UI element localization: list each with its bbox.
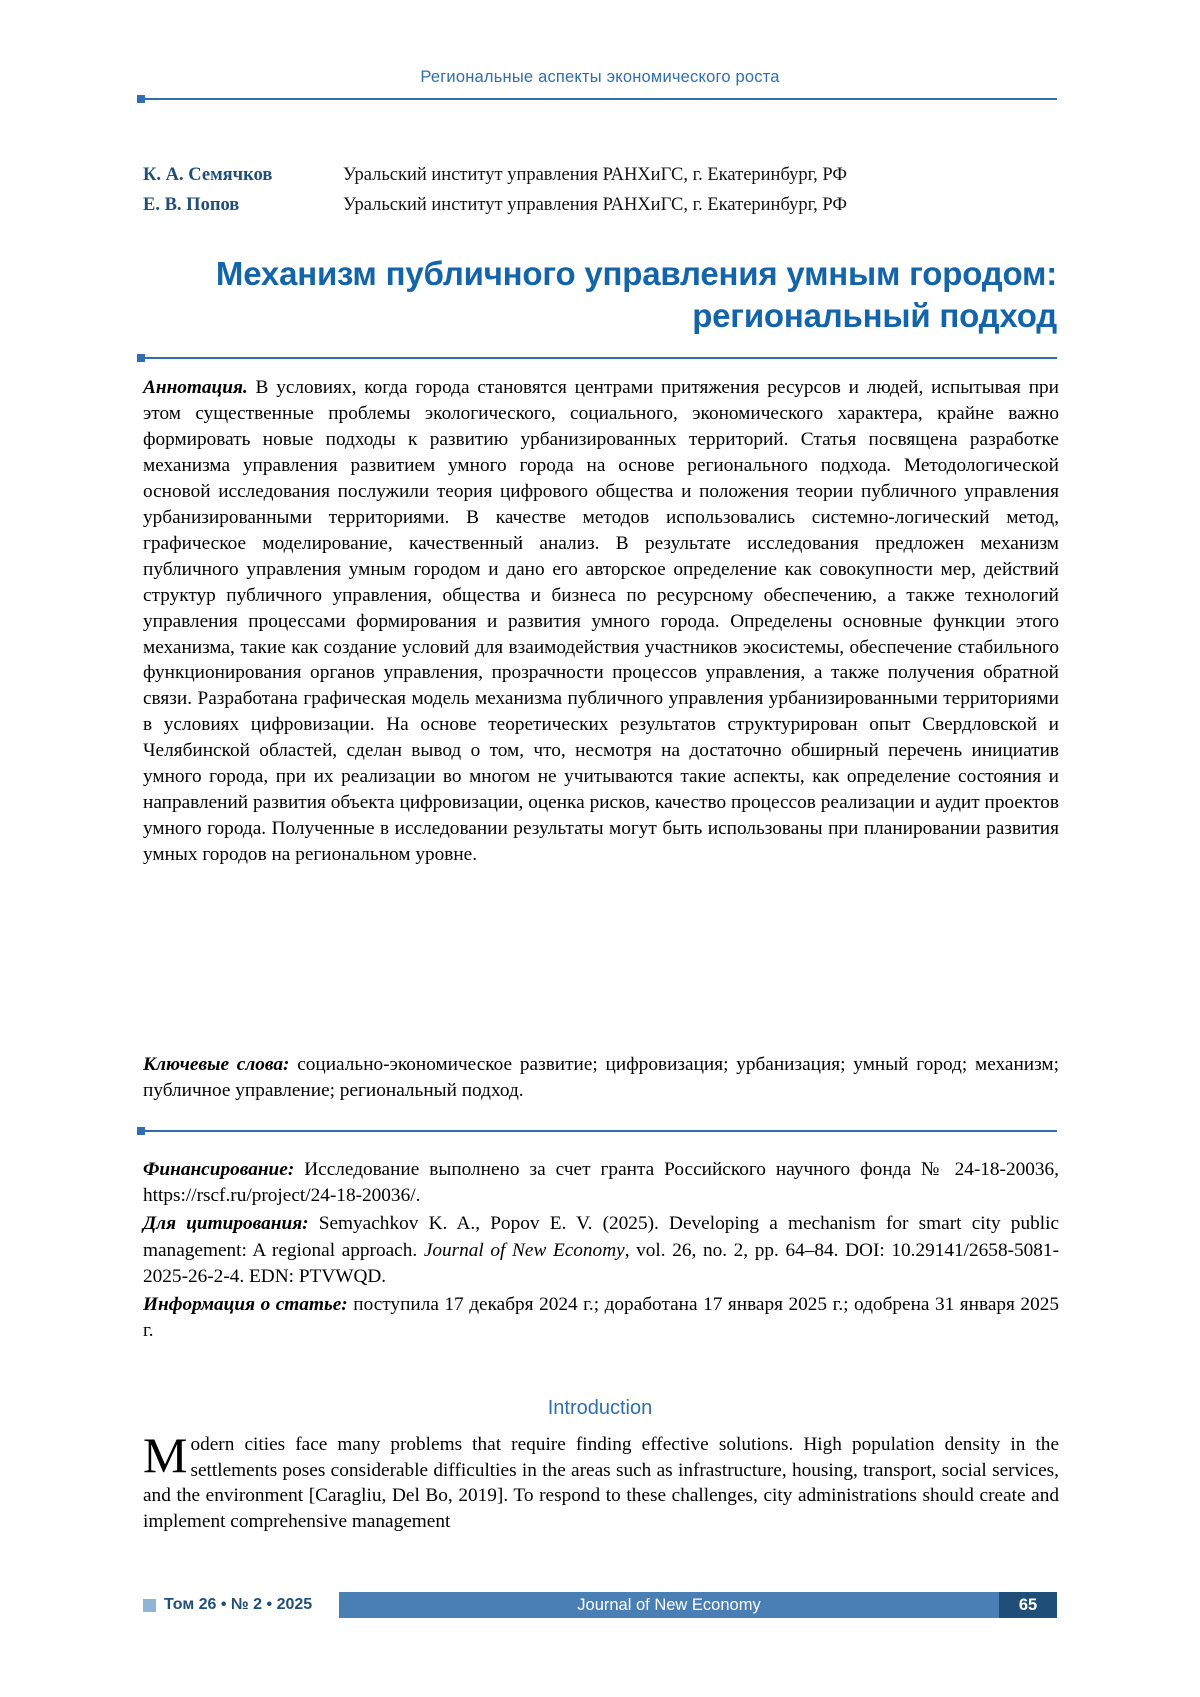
- keywords: [143, 1052, 1059, 1104]
- citation-label: Для цитирования:: [143, 1213, 309, 1235]
- meta-rule: [143, 1130, 1057, 1132]
- abstract-text: В условиях, когда города становятся центрами притяжения ресурсов и людей, испытывая при этом существенные проблемы экологического, социального, экономического характера, крайне важно формировать новые подходы к развитию урбанизированных территорий. Статья посвящена разработке механизма управления развитием умного города на основе регионального подхода. Методологической основой исследования послужили теория цифрового общества и положения теории публичного управления урбанизированными территориями. В качестве методов использовались системно-логический метод, графическое моделирование, качественный анализ. В результате исследования предложен механизм публичного управления умным городом и дано его авторское определение как совокупности мер, действий структур публичного управления, общества и бизнеса по ресурсному обеспечению, а также технологий управления процессами формирования и развития умного города. Определены основные функции этого механизма, такие как создание условий для взаимодействия участников экосистемы, обеспечение стабильного функционирования органов управления, прозрачности процессов управления, а также получения обратной связи. Разработана графическая модель механизма публичного управления урбанизированными территориями в условиях цифровизации. На основе теоретических результатов структурирован опыт Свердловской и Челябинской областей, сделан вывод о том, что, несмотря на достаточно обширный перечень инициатив умного города, при их реализации во многом не учитываются такие аспекты, как определение состояния и направлений развития объекта цифровизации, оценка рисков, качество процессов реализации и аудит проектов умного города. Полученные в исследовании результаты могут быть использованы при планировании развития умных городов на региональном уровне.: [143, 377, 1059, 866]
- citation-line: [143, 1211, 1059, 1290]
- page-footer: [143, 1592, 1057, 1618]
- citation-text-1: Semyachkov K. A., Popov E. V. (2025). Developing a mechanism for smart city public management: A regional approach.: [143, 1213, 1059, 1261]
- header-rule: [143, 98, 1057, 100]
- square-icon: [143, 1599, 156, 1612]
- citation-text-2: , vol. 26, no. 2, pp. 64–84. DOI: 10.29141/2658-5081-2025-26-2-4. EDN: PTVWQD.: [143, 1239, 1059, 1287]
- author-row: [143, 165, 1057, 186]
- section-heading-introduction: Introduction: [547, 1397, 653, 1419]
- citation-journal: Journal of New Economy: [423, 1239, 625, 1261]
- article-info-label: Информация о статье:: [143, 1294, 348, 1316]
- footer-volume: [143, 1592, 312, 1618]
- title-rule: [143, 357, 1057, 359]
- funding-line: [143, 1157, 1059, 1209]
- abstract-label: Аннотация.: [143, 377, 248, 398]
- author-name: К. А. Семячков: [143, 165, 273, 185]
- keywords-text: социально-экономическое развитие; цифровизация; урбанизация; умный город; механизм; публичное управление; региональный подход.: [143, 1054, 1059, 1101]
- meta-block: [143, 1157, 1059, 1347]
- article-info-text: поступила 17 декабря 2024 г.; доработана 17 января 2025 г.; одобрена 31 января 2025 г.: [143, 1294, 1059, 1342]
- funding-text: Исследование выполнено за счет гранта Российского научного фонда № 24-18-20036, https://rscf.ru/project/24-18-20036/.: [143, 1159, 1059, 1207]
- author-row: [143, 195, 1057, 216]
- running-head: Региональные аспекты экономического роста: [420, 68, 780, 86]
- author-block: [143, 165, 1057, 225]
- footer-page-number: 65: [999, 1592, 1057, 1618]
- funding-label: Финансирование:: [143, 1159, 295, 1180]
- abstract: [143, 375, 1059, 868]
- introduction-paragraph: [143, 1427, 1059, 1535]
- author-affiliation: Уральский институт управления РАНХиГС, г. Екатеринбург, РФ: [343, 165, 847, 185]
- keywords-label: Ключевые слова:: [143, 1054, 290, 1075]
- footer-volume-label: Том 26 • № 2 • 2025: [164, 1596, 313, 1613]
- author-name: Е. В. Попов: [143, 195, 240, 215]
- footer-journal-name: Journal of New Economy: [577, 1596, 761, 1614]
- article-info-line: [143, 1292, 1059, 1344]
- author-affiliation: Уральский институт управления РАНХиГС, г. Екатеринбург, РФ: [343, 195, 847, 215]
- page-title: Механизм публичного управления умным городом: региональный подход: [215, 255, 1057, 335]
- drop-cap: M: [143, 1427, 188, 1483]
- introduction-text: odern cities face many problems that require finding effective solutions. High population density in the settlements poses considerable difficulties in the areas such as infrastructure, housing, transport, social services, and the environment [Caragliu, Del Bo, 2019]. To respond to these challenges, city administrations should create and implement comprehensive management: [143, 1434, 1059, 1532]
